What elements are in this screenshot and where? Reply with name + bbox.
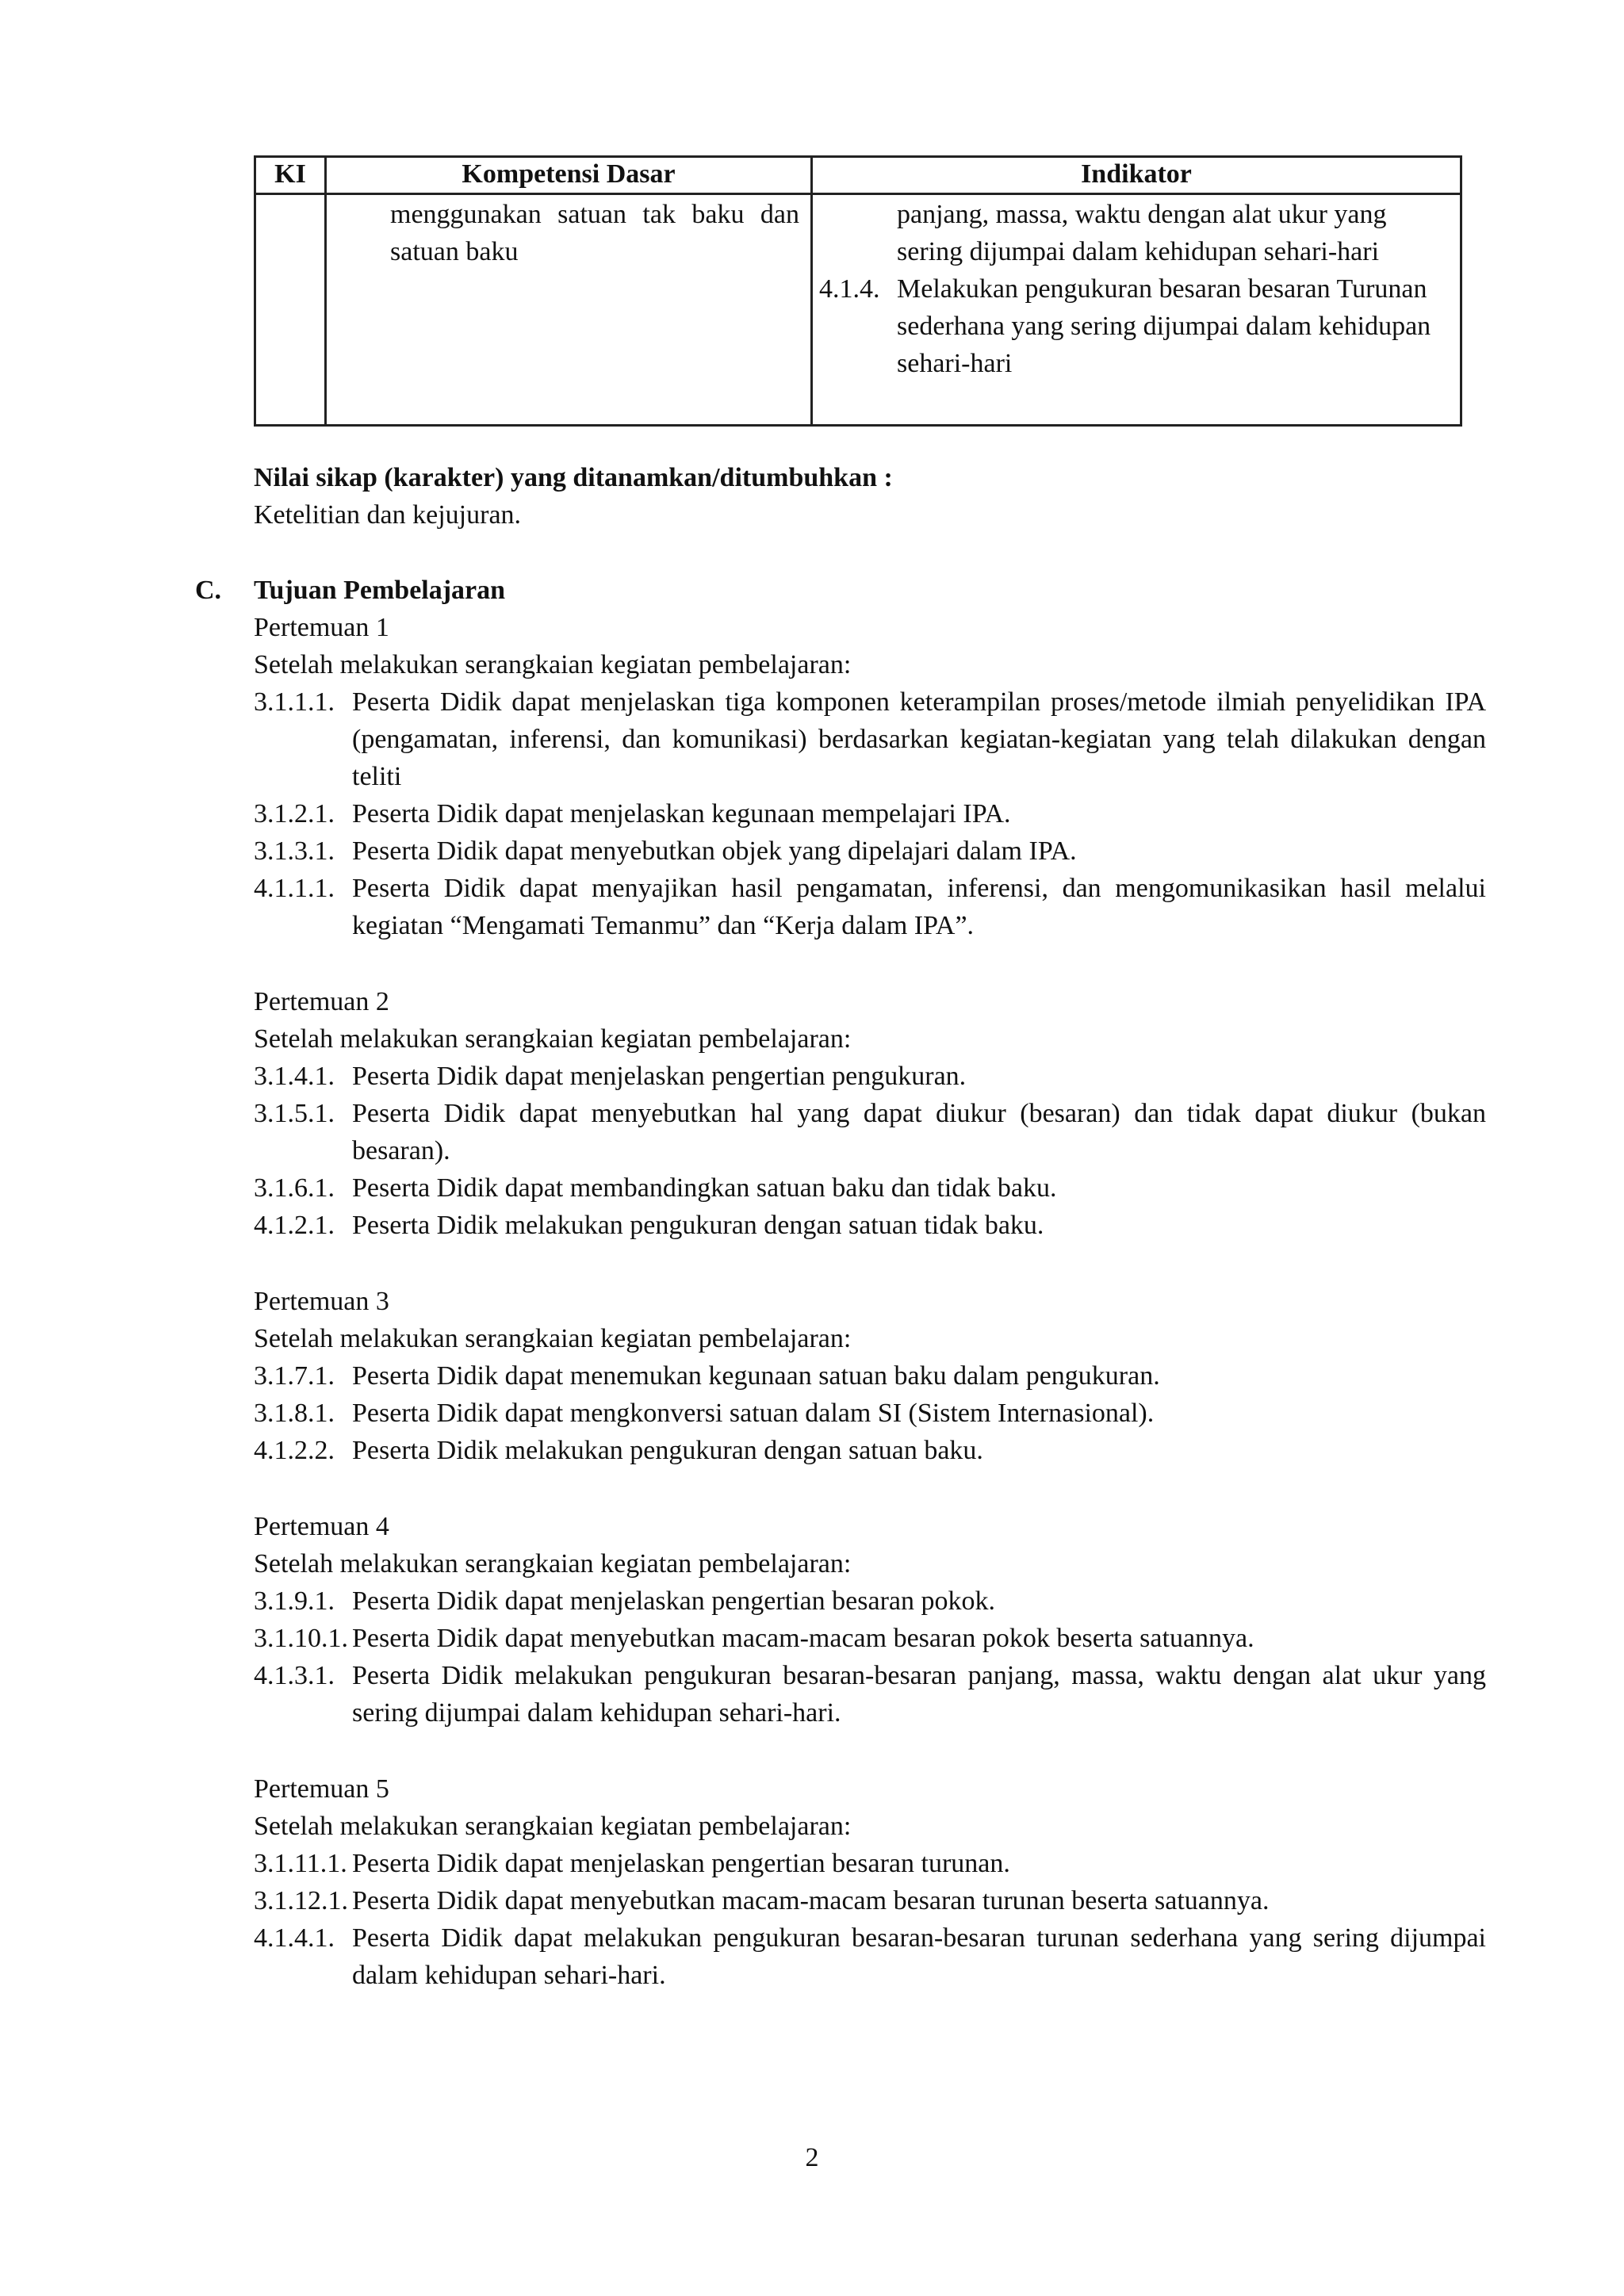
list-item (254, 1882, 1486, 1919)
nilai-sikap-value: Ketelitian dan kejujuran. (254, 500, 522, 530)
meeting-title: Pertemuan 5 (254, 1774, 389, 1804)
item-text: Peserta Didik dapat menjelaskan tiga komponen keterampilan proses/metode ilmiah penyelidikan IPA (pengamatan, inferensi, dan komunikasi) berdasarkan kegiatan-kegiatan yang telah dilakukan dengan teliti (352, 687, 1486, 791)
list-item (254, 1095, 1486, 1169)
item-text: Peserta Didik dapat menyebutkan hal yang dapat diukur (besaran) dan tidak dapat diukur (bukan besaran). (352, 1099, 1486, 1165)
meeting-intro: Setelah melakukan serangkaian kegiatan pembelajaran: (254, 650, 852, 679)
header-indikator: Indikator (812, 157, 1461, 194)
item-number: 3.1.10.1. (254, 1624, 348, 1653)
section-title: Tujuan Pembelajaran (254, 576, 506, 605)
item-number: 3.1.9.1. (254, 1586, 335, 1616)
table-header-row (255, 157, 1461, 194)
item-number: 3.1.4.1. (254, 1062, 335, 1091)
list-item (254, 1582, 1486, 1620)
item-number: 3.1.11.1. (254, 1849, 347, 1878)
item-text: Peserta Didik dapat menyajikan hasil pengamatan, inferensi, dan mengomunikasikan hasil melalui kegiatan “Mengamati Temanmu” dan “Kerja dalam IPA”. (352, 874, 1486, 940)
item-number: 4.1.2.1. (254, 1211, 335, 1240)
item-number: 4.1.3.1. (254, 1661, 335, 1690)
item-text: Peserta Didik dapat membandingkan satuan baku dan tidak baku. (352, 1173, 1057, 1203)
item-text: Peserta Didik dapat melakukan pengukuran besaran-besaran turunan sederhana yang sering dijumpai dalam kehidupan sehari-hari. (352, 1923, 1486, 1990)
item-number: 4.1.4.1. (254, 1923, 335, 1953)
meeting-4 (254, 1508, 1486, 1732)
list-item (254, 1432, 1486, 1469)
list-item (254, 1845, 1486, 1882)
cell-ki (255, 194, 326, 426)
item-text: Peserta Didik dapat menyebutkan macam-macam besaran pokok beserta satuannya. (352, 1624, 1254, 1653)
item-text: Peserta Didik dapat menyebutkan macam-macam besaran turunan beserta satuannya. (352, 1886, 1270, 1915)
competency-table (254, 155, 1462, 427)
indikator-number: 4.1.4. (819, 274, 880, 304)
meeting-intro: Setelah melakukan serangkaian kegiatan pembelajaran: (254, 1549, 852, 1578)
list-item (254, 1395, 1486, 1432)
nilai-sikap-label: Nilai sikap (karakter) yang ditanamkan/ditumbuhkan : (254, 463, 893, 492)
item-text: Peserta Didik dapat menjelaskan pengertian pengukuran. (352, 1062, 967, 1091)
header-kompetensi-dasar: Kompetensi Dasar (326, 157, 812, 194)
indikator-text: Melakukan pengukuran besaran besaran Turunan sederhana yang sering dijumpai dalam kehidupan sehari-hari (897, 274, 1431, 378)
nilai-sikap-block (254, 459, 1486, 534)
meeting-title: Pertemuan 2 (254, 987, 389, 1016)
list-item (254, 1169, 1486, 1207)
list-item (254, 1657, 1486, 1732)
meeting-intro: Setelah melakukan serangkaian kegiatan pembelajaran: (254, 1024, 852, 1054)
item-text: Peserta Didik dapat menemukan kegunaan satuan baku dalam pengukuran. (352, 1361, 1160, 1391)
list-item (254, 1207, 1486, 1244)
item-number: 4.1.2.2. (254, 1436, 335, 1465)
meeting-intro: Setelah melakukan serangkaian kegiatan pembelajaran: (254, 1324, 852, 1353)
list-item (254, 1620, 1486, 1657)
item-text: Peserta Didik dapat menyebutkan objek yang dipelajari dalam IPA. (352, 836, 1077, 866)
meeting-1 (254, 609, 1486, 944)
item-number: 3.1.12.1. (254, 1886, 348, 1915)
item-text: Peserta Didik dapat mengkonversi satuan dalam SI (Sistem Internasional). (352, 1399, 1155, 1428)
item-text: Peserta Didik dapat menjelaskan pengertian besaran pokok. (352, 1586, 996, 1616)
list-item (254, 683, 1486, 795)
item-number: 3.1.6.1. (254, 1173, 335, 1203)
page-number: 2 (805, 2143, 819, 2172)
tujuan-pembelajaran-section (195, 572, 1486, 1994)
item-number: 3.1.3.1. (254, 836, 335, 866)
item-number: 3.1.5.1. (254, 1099, 335, 1128)
header-ki: KI (255, 157, 326, 194)
section-heading (195, 572, 1486, 609)
indikator-continuation: panjang, massa, waktu dengan alat ukur yang sering dijumpai dalam kehidupan sehari-hari (897, 200, 1387, 266)
item-text: Peserta Didik melakukan pengukuran besaran-besaran panjang, massa, waktu dengan alat ukur yang sering dijumpai dalam kehidupan sehari-hari. (352, 1661, 1486, 1728)
list-item (254, 832, 1486, 870)
item-number: 3.1.7.1. (254, 1361, 335, 1391)
list-item (254, 870, 1486, 944)
item-text: Peserta Didik dapat menjelaskan pengertian besaran turunan. (352, 1849, 1010, 1878)
list-item (254, 795, 1486, 832)
item-text: Peserta Didik melakukan pengukuran dengan satuan baku. (352, 1436, 983, 1465)
list-item (254, 1058, 1486, 1095)
item-number: 4.1.1.1. (254, 874, 335, 903)
cell-kompetensi-dasar (326, 194, 812, 426)
indikator-item (819, 270, 1436, 382)
section-letter: C. (195, 576, 222, 605)
meeting-title: Pertemuan 4 (254, 1512, 389, 1541)
kd-text: menggunakan satuan tak baku dan satuan baku (390, 200, 799, 266)
meeting-title: Pertemuan 1 (254, 613, 389, 642)
item-number: 3.1.8.1. (254, 1399, 335, 1428)
cell-indikator (812, 194, 1461, 426)
table-row (255, 194, 1461, 426)
meeting-title: Pertemuan 3 (254, 1287, 389, 1316)
item-text: Peserta Didik melakukan pengukuran dengan satuan tidak baku. (352, 1211, 1044, 1240)
list-item (254, 1919, 1486, 1994)
meeting-5 (254, 1770, 1486, 1994)
item-text: Peserta Didik dapat menjelaskan kegunaan mempelajari IPA. (352, 799, 1011, 828)
item-number: 3.1.2.1. (254, 799, 335, 828)
meeting-intro: Setelah melakukan serangkaian kegiatan pembelajaran: (254, 1812, 852, 1841)
list-item (254, 1357, 1486, 1395)
meeting-3 (254, 1283, 1486, 1469)
meeting-2 (254, 983, 1486, 1244)
item-number: 3.1.1.1. (254, 687, 335, 717)
